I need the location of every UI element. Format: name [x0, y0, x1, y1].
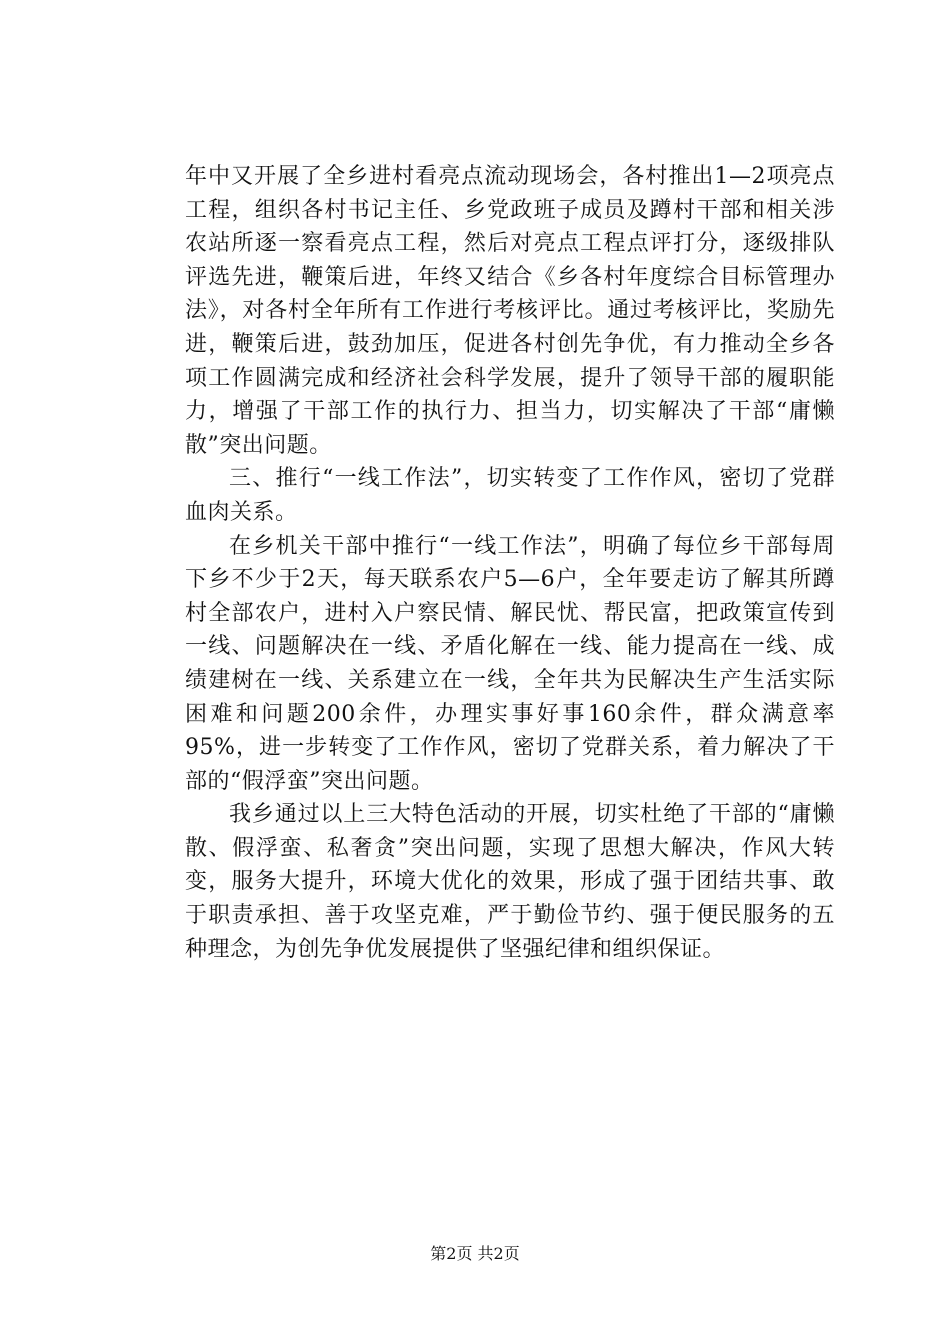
document-body	[185, 160, 835, 966]
paragraph-continuation: 年中又开展了全乡进村看亮点流动现场会，各村推出1—2项亮点工程，组织各村书记主任、乡党政班子成员及蹲村干部和相关涉农站所逐一察看亮点工程，然后对亮点工程点评打分，逐级排队评选先进，鞭策后进，年终又结合《乡各村年度综合目标管理办法》，对各村全年所有工作进行考核评比。通过考核评比，奖励先进，鞭策后进，鼓劲加压，促进各村创先争优，有力推动全乡各项工作圆满完成和经济社会科学发展，提升了领导干部的履职能力，增强了干部工作的执行力、担当力，切实解决了干部“庸懒散”突出问题。	[185, 164, 835, 458]
section-heading-three: 三、推行“一线工作法”，切实转变了工作作风，密切了党群血肉关系。	[185, 466, 835, 525]
paragraph-one-line-work-method: 在乡机关干部中推行“一线工作法”，明确了每位乡干部每周下乡不少于2天，每天联系农户5—6户，全年要走访了解其所蹲村全部农户，进村入户察民情、解民忧、帮民富，把政策宣传到一线、问题解决在一线、矛盾化解在一线、能力提高在一线、成绩建树在一线、关系建立在一线，全年共为民解决生产生活实际困难和问题200余件，办理实事好事160余件，群众满意率95%，进一步转变了工作作风，密切了党群关系，着力解决了干部的“假浮蛮”突出问题。	[185, 533, 835, 794]
paragraph-conclusion: 我乡通过以上三大特色活动的开展，切实杜绝了干部的“庸懒散、假浮蛮、私奢贪”突出问题，实现了思想大解决，作风大转变，服务大提升，环境大优化的效果，形成了强于团结共事、敢于职责承担、善于攻坚克难，严于勤俭节约、强于便民服务的五种理念，为创先争优发展提供了坚强纪律和组织保证。	[185, 802, 835, 962]
page-footer: 第2页 共2页	[430, 1244, 520, 1263]
